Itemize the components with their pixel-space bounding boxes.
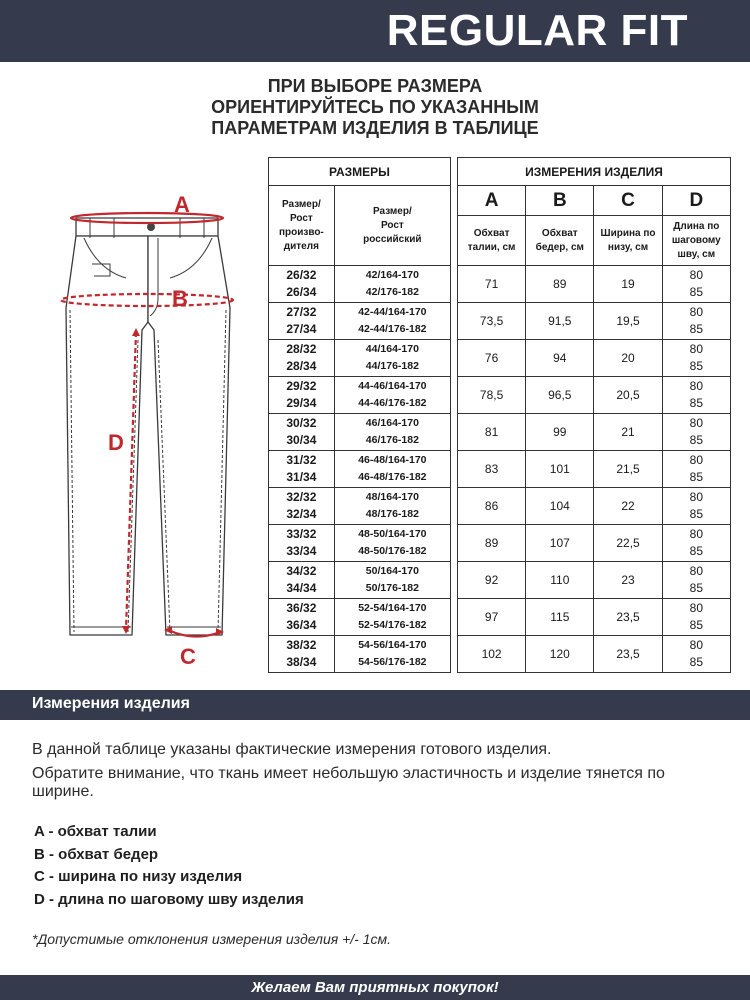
table-row — [269, 636, 451, 673]
ru-size-cell: 52-54/164-170 52-54/176-182 — [334, 599, 450, 636]
ru-size-cell: 50/164-170 50/176-182 — [334, 562, 450, 599]
ru-size-cell: 48/164-170 48/176-182 — [334, 488, 450, 525]
legend-item: C - ширина по низу изделия — [34, 868, 243, 885]
headline-line-2: ОРИЕНТИРУЙТЕСЬ ПО УКАЗАННЫМ — [211, 97, 539, 117]
ru-size-cell: 48-50/164-170 48-50/176-182 — [334, 525, 450, 562]
table-row — [458, 303, 731, 340]
table-row — [269, 488, 451, 525]
hem-cell: 23,5 — [594, 599, 662, 636]
mfr-size-cell: 30/32 30/34 — [269, 414, 335, 451]
mfr-size-cell: 28/32 28/34 — [269, 340, 335, 377]
table-row — [269, 525, 451, 562]
col-a-desc: Обхват талии, см — [458, 216, 526, 266]
hips-cell: 94 — [526, 340, 594, 377]
headline-line-3: ПАРАМЕТРАМ ИЗДЕЛИЯ В ТАБЛИЦЕ — [211, 118, 539, 138]
table-row — [458, 525, 731, 562]
mfr-size-cell: 26/32 26/34 — [269, 266, 335, 303]
mfr-size-cell: 31/32 31/34 — [269, 451, 335, 488]
inseam-cell: 80 85 — [662, 636, 730, 673]
label-d: D — [108, 430, 124, 455]
table-row — [458, 340, 731, 377]
measurements-table-title: ИЗМЕРЕНИЯ ИЗДЕЛИЯ — [458, 158, 731, 186]
waist-cell: 73,5 — [458, 303, 526, 340]
footer-text: Желаем Вам приятных покупок! — [251, 979, 499, 996]
ru-size-cell: 42-44/164-170 42-44/176-182 — [334, 303, 450, 340]
inseam-cell: 80 85 — [662, 599, 730, 636]
waist-cell: 83 — [458, 451, 526, 488]
label-c: C — [180, 644, 196, 669]
hem-cell: 19,5 — [594, 303, 662, 340]
mfr-size-cell: 27/32 27/34 — [269, 303, 335, 340]
table-row — [458, 377, 731, 414]
waist-cell: 71 — [458, 266, 526, 303]
table-row — [269, 599, 451, 636]
fit-title: REGULAR FIT — [386, 6, 688, 55]
table-row — [458, 599, 731, 636]
hem-cell: 22 — [594, 488, 662, 525]
table-row — [269, 451, 451, 488]
inseam-cell: 80 85 — [662, 266, 730, 303]
col-b-desc: Обхват бедер, см — [526, 216, 594, 266]
header-bar — [0, 0, 750, 62]
hips-cell: 101 — [526, 451, 594, 488]
mfr-size-cell: 29/32 29/34 — [269, 377, 335, 414]
hem-cell: 23,5 — [594, 636, 662, 673]
waist-cell: 76 — [458, 340, 526, 377]
headline-line-1: ПРИ ВЫБОРЕ РАЗМЕРА — [267, 76, 483, 96]
info-paragraph-1: В данной таблице указаны фактические измерения готового изделия. — [32, 741, 552, 758]
table-row — [269, 414, 451, 451]
hem-cell: 22,5 — [594, 525, 662, 562]
inseam-cell: 80 85 — [662, 340, 730, 377]
inseam-cell: 80 85 — [662, 303, 730, 340]
label-b: B — [172, 286, 188, 311]
legend-list — [34, 821, 304, 911]
col-d-letter: D — [662, 186, 730, 216]
sizes-table — [268, 157, 451, 673]
hem-cell: 19 — [594, 266, 662, 303]
col-d-desc: Длина по шаговому шву, см — [662, 216, 730, 266]
inseam-cell: 80 85 — [662, 562, 730, 599]
table-row — [269, 266, 451, 303]
ru-size-cell: 44/164-170 44/176-182 — [334, 340, 450, 377]
table-row — [458, 414, 731, 451]
hips-cell: 110 — [526, 562, 594, 599]
hips-cell: 104 — [526, 488, 594, 525]
mfr-size-header: Размер/ Рост произво- дителя — [269, 186, 335, 266]
inseam-cell: 80 85 — [662, 414, 730, 451]
hips-cell: 99 — [526, 414, 594, 451]
mfr-size-cell: 38/32 38/34 — [269, 636, 335, 673]
waist-cell: 81 — [458, 414, 526, 451]
tolerance-note: *Допустимые отклонения измерения изделия +/- 1см. — [32, 931, 391, 947]
legend-item: B - обхват бедер — [34, 845, 159, 863]
hips-cell: 91,5 — [526, 303, 594, 340]
info-paragraph-2: Обратите внимание, что ткань имеет небольшую эластичность и изделие тянется по ширине. — [32, 765, 665, 800]
table-row — [458, 636, 731, 673]
footer-bar — [0, 975, 750, 1000]
table-row — [458, 266, 731, 303]
hem-cell: 20 — [594, 340, 662, 377]
table-row — [458, 488, 731, 525]
sizes-table-title: РАЗМЕРЫ — [269, 158, 451, 186]
table-row — [269, 303, 451, 340]
ru-size-cell: 42/164-170 42/176-182 — [334, 266, 450, 303]
mfr-size-cell: 36/32 36/34 — [269, 599, 335, 636]
table-row — [458, 451, 731, 488]
hips-cell: 115 — [526, 599, 594, 636]
waist-cell: 92 — [458, 562, 526, 599]
mfr-size-cell: 33/32 33/34 — [269, 525, 335, 562]
table-row — [269, 340, 451, 377]
section-bar — [0, 690, 750, 720]
col-b-letter: B — [526, 186, 594, 216]
inseam-cell: 80 85 — [662, 451, 730, 488]
hem-cell: 20,5 — [594, 377, 662, 414]
waist-cell: 86 — [458, 488, 526, 525]
inseam-cell: 80 85 — [662, 488, 730, 525]
hem-cell: 23 — [594, 562, 662, 599]
waist-cell: 78,5 — [458, 377, 526, 414]
label-a: A — [174, 192, 190, 217]
col-a-letter: A — [458, 186, 526, 216]
col-c-desc: Ширина по низу, см — [594, 216, 662, 266]
ru-size-cell: 54-56/164-170 54-56/176-182 — [334, 636, 450, 673]
hips-cell: 89 — [526, 266, 594, 303]
ru-size-cell: 46-48/164-170 46-48/176-182 — [334, 451, 450, 488]
hem-cell: 21,5 — [594, 451, 662, 488]
hips-cell: 107 — [526, 525, 594, 562]
table-row — [269, 377, 451, 414]
col-c-letter: C — [594, 186, 662, 216]
pants-diagram — [40, 180, 260, 680]
left-leg-shape — [66, 236, 148, 635]
table-row — [458, 562, 731, 599]
mfr-size-cell: 32/32 32/34 — [269, 488, 335, 525]
hips-cell: 120 — [526, 636, 594, 673]
button-icon — [147, 223, 155, 231]
ru-size-cell: 44-46/164-170 44-46/176-182 — [334, 377, 450, 414]
hem-cell: 21 — [594, 414, 662, 451]
ru-size-header: Размер/ Рост российский — [334, 186, 450, 266]
waist-cell: 102 — [458, 636, 526, 673]
measurements-table — [457, 157, 731, 673]
waist-cell: 89 — [458, 525, 526, 562]
inseam-cell: 80 85 — [662, 525, 730, 562]
inseam-cell: 80 85 — [662, 377, 730, 414]
legend-item: D - длина по шаговому шву изделия — [34, 890, 304, 908]
legend-item: A - обхват талии — [34, 823, 157, 840]
table-row — [269, 562, 451, 599]
hips-cell: 96,5 — [526, 377, 594, 414]
waist-cell: 97 — [458, 599, 526, 636]
headline — [160, 76, 590, 139]
mfr-size-cell: 34/32 34/34 — [269, 562, 335, 599]
ru-size-cell: 46/164-170 46/176-182 — [334, 414, 450, 451]
section-title: Измерения изделия — [32, 695, 190, 712]
